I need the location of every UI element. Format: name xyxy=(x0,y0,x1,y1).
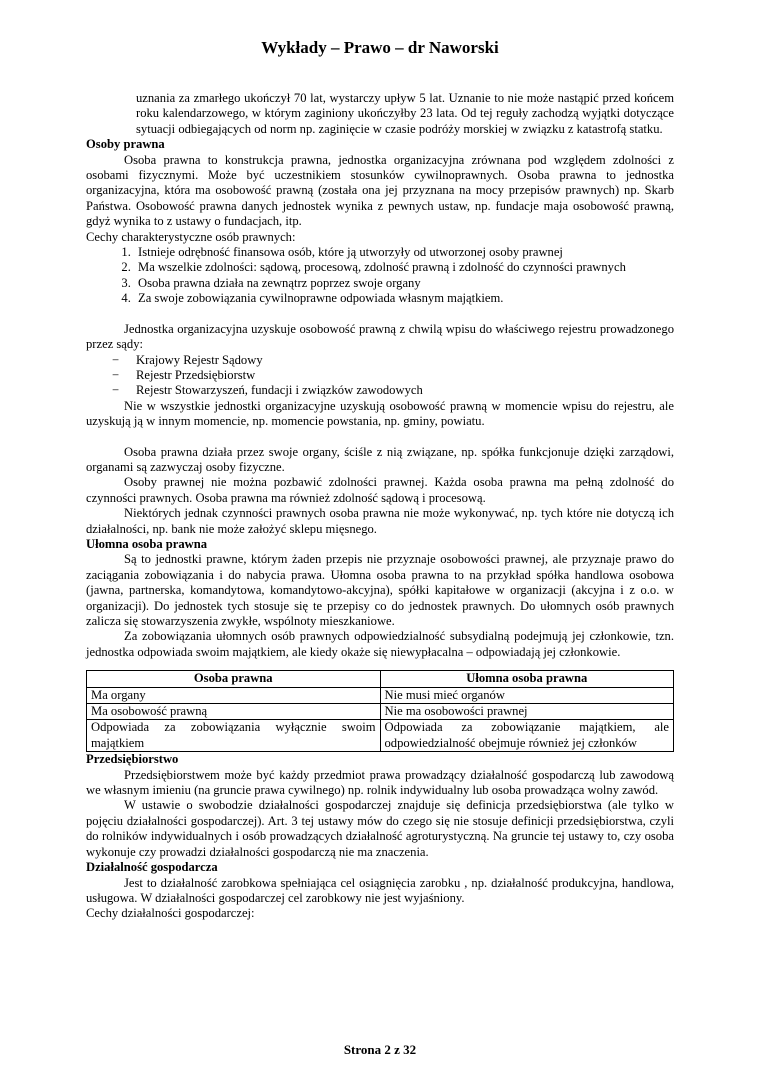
paragraph-ograniczenia: Niektórych jednak czynności prawnych osoba prawna nie może wykonywać, np. tych które nie dotyczą ich działalności, np. bank nie może założyć sklepu mięsnego. xyxy=(86,506,674,536)
table-cell: Ma osobowość prawną xyxy=(87,704,381,720)
table-cell: Nie musi mieć organów xyxy=(380,687,674,703)
table-cell: Nie ma osobowości prawnej xyxy=(380,704,674,720)
section-heading-ulomna: Ułomna osoba prawna xyxy=(86,536,208,551)
paragraph-przedsiebiorstwo-ustawa: W ustawie o swobodzie działalności gospodarczej znajduje się definicja przedsiębiorstwa (ale tylko w pojęciu działalności gospodarczej). Art. 3 tej ustawy mów do czego się nie stosuje definicji przedsiębiorstwa, czyli do rolników indywidualnych i osób prowadzących działalność agroturystyczną. Na gruncie tej ustawy to, czy osoba wykonuje czy prowadzi działalności gospodarczą nie ma znaczenia. xyxy=(86,798,674,859)
paragraph-organy: Osoba prawna działa przez swoje organy, ściśle z nią związane, np. spółka funkcjonuje dzięki zarządowi, organami są zazwyczaj osoby fizyczne. xyxy=(86,444,674,474)
section-heading-osoby-prawna: Osoby prawna xyxy=(86,137,165,152)
table-header-cell: Osoba prawna xyxy=(87,671,381,687)
paragraph-ulomna-definicja: Są to jednostki prawne, którym żaden przepis nie przyznaje osobowości prawnej, ale przyznaje prawo do zaciągania zobowiązania i do nabycia prawa. Ułomna osoba prawna to na przykład spółka handlowa osobowa (jawna, partnerska, komandytowa, komandytowo-akcyjna), spółki kapitałowe w organizacji (akcyjna i z o.o. w organizacji). Do jednostek tych stosuje się te przepisy co do jednostek prawnych. Do ułomnych osób prawnych zalicza się stowarzyszenia zwykłe, wspólnoty mieszkaniowe. xyxy=(86,552,674,628)
list-item: − Rejestr Przedsiębiorstw xyxy=(136,368,674,383)
list-item: 3. Osoba prawna działa na zewnątrz poprzez swoje organy xyxy=(134,276,674,291)
paragraph-przedsiebiorstwo-definicja: Przedsiębiorstwem może być każdy przedmiot prawa prowadzący działalność gospodarczą lub zawodową we własnym imieniu (na gruncie prawa cywilnego) np. rolnik indywidualny lub osoba prowadząca wolny zawód. xyxy=(86,767,674,798)
paragraph-zdolnosc: Osoby prawnej nie można pozbawić zdolności prawnej. Każda osoba prawna ma pełną zdolność do czynności prawnych. Osoba prawna ma również zdolność sądową i procesową. xyxy=(86,475,674,505)
comparison-table xyxy=(86,670,674,752)
paragraph-moment-uzyskania: Nie w wszystkie jednostki organizacyjne uzyskują osobowość prawną w momencie wpisu do rejestru, ale uzyskują ją w innym momencie, np. momencie powstania, np. gminy, powiatu. xyxy=(86,398,674,429)
list-item: 4. Za swoje zobowiązania cywilnoprawne odpowiada własnym majątkiem. xyxy=(134,291,674,306)
rejestry-list xyxy=(86,353,674,399)
list-item: 1. Istnieje odrębność finansowa osób, które ją utworzyły od utworzonej osoby prawnej xyxy=(134,245,674,260)
section-heading-przedsiebiorstwo: Przedsiębiorstwo xyxy=(86,752,179,767)
cechy-osob-prawnych-list xyxy=(86,245,674,307)
list-item: − Rejestr Stowarzyszeń, fundacji i związków zawodowych xyxy=(136,383,674,398)
label-cechy-osob-prawnych: Cechy charakterystyczne osób prawnych: xyxy=(86,229,296,244)
paragraph-dzialalnosc-definicja: Jest to działalność zarobkowa spełniająca cel osiągnięcia zarobku , np. działalność produkcyjna, handlowa, usługowa. W działalności gospodarczej cel zarobkowy nie jest wyjaśniony. xyxy=(86,875,674,905)
table-cell: Ma organy xyxy=(87,687,381,703)
paragraph-rejestry-intro: Jednostka organizacyjna uzyskuje osobowość prawną z chwilą wpisu do właściwego rejestru prowadzonego przez sądy: xyxy=(86,321,674,352)
table-row xyxy=(87,704,674,720)
table-cell: Odpowiada za zobowiązanie majątkiem, ale odpowiedzialność obejmuje również jej członków xyxy=(380,720,674,752)
table-cell: Odpowiada za zobowiązania wyłącznie swoim majątkiem xyxy=(87,720,381,752)
list-item: − Krajowy Rejestr Sądowy xyxy=(136,353,674,368)
list-item: 2. Ma wszelkie zdolności: sądową, procesową, zdolność prawną i zdolność do czynności prawnych xyxy=(134,260,674,275)
paragraph-ulomna-odpowiedzialnosc: Za zobowiązania ułomnych osób prawnych odpowiedzialność subsydialną podejmują jej członkowie, tzn. jednostka odpowiada swoim majątkiem, ale kiedy okaże się niewypłacalna – odpowiadają jej członkowie. xyxy=(86,629,674,659)
label-cechy-dzialalnosci: Cechy działalności gospodarczej: xyxy=(86,906,255,921)
section-heading-dzialalnosc: Działalność gospodarcza xyxy=(86,860,218,875)
doc-title: Wykłady – Prawo – dr Naworski xyxy=(261,38,499,57)
page-footer: Strona 2 z 32 xyxy=(343,1041,417,1057)
table-row xyxy=(87,720,674,752)
table-row xyxy=(87,687,674,703)
table-header-row xyxy=(87,671,674,687)
paragraph-osoba-prawna-definicja: Osoba prawna to konstrukcja prawna, jednostka organizacyjna zrównana pod względem zdolności z osobami fizycznymi. Może być uczestnikiem stosunków cywilnoprawnych. Osoba prawna to jednostka organizacyjna, która ma osobowość prawną (została ona jej przyznana na mocy przepisów prawnych) np. Skarb Państwa. Osobowość prawna danych jednostek wynika z pewnych ustaw, np. fundacje maja osobowość prawną, gdyż wynika to z ustawy o fundacjach, itp. xyxy=(86,152,674,229)
intro-paragraph: uznania za zmarłego ukończył 70 lat, wystarczy upływ 5 lat. Uznanie to nie może nastąpić przed końcem roku kalendarzowego, w którym zaginiony ukończyłby 23 lata. Od tej reguły zachodzą wyjątki dotyczące sytuacji odbiegających od norm np. zaginięcie w czasie podróży morskiej w związku z katastrofą statku. xyxy=(136,91,674,136)
table-header-cell: Ułomna osoba prawna xyxy=(380,671,674,687)
